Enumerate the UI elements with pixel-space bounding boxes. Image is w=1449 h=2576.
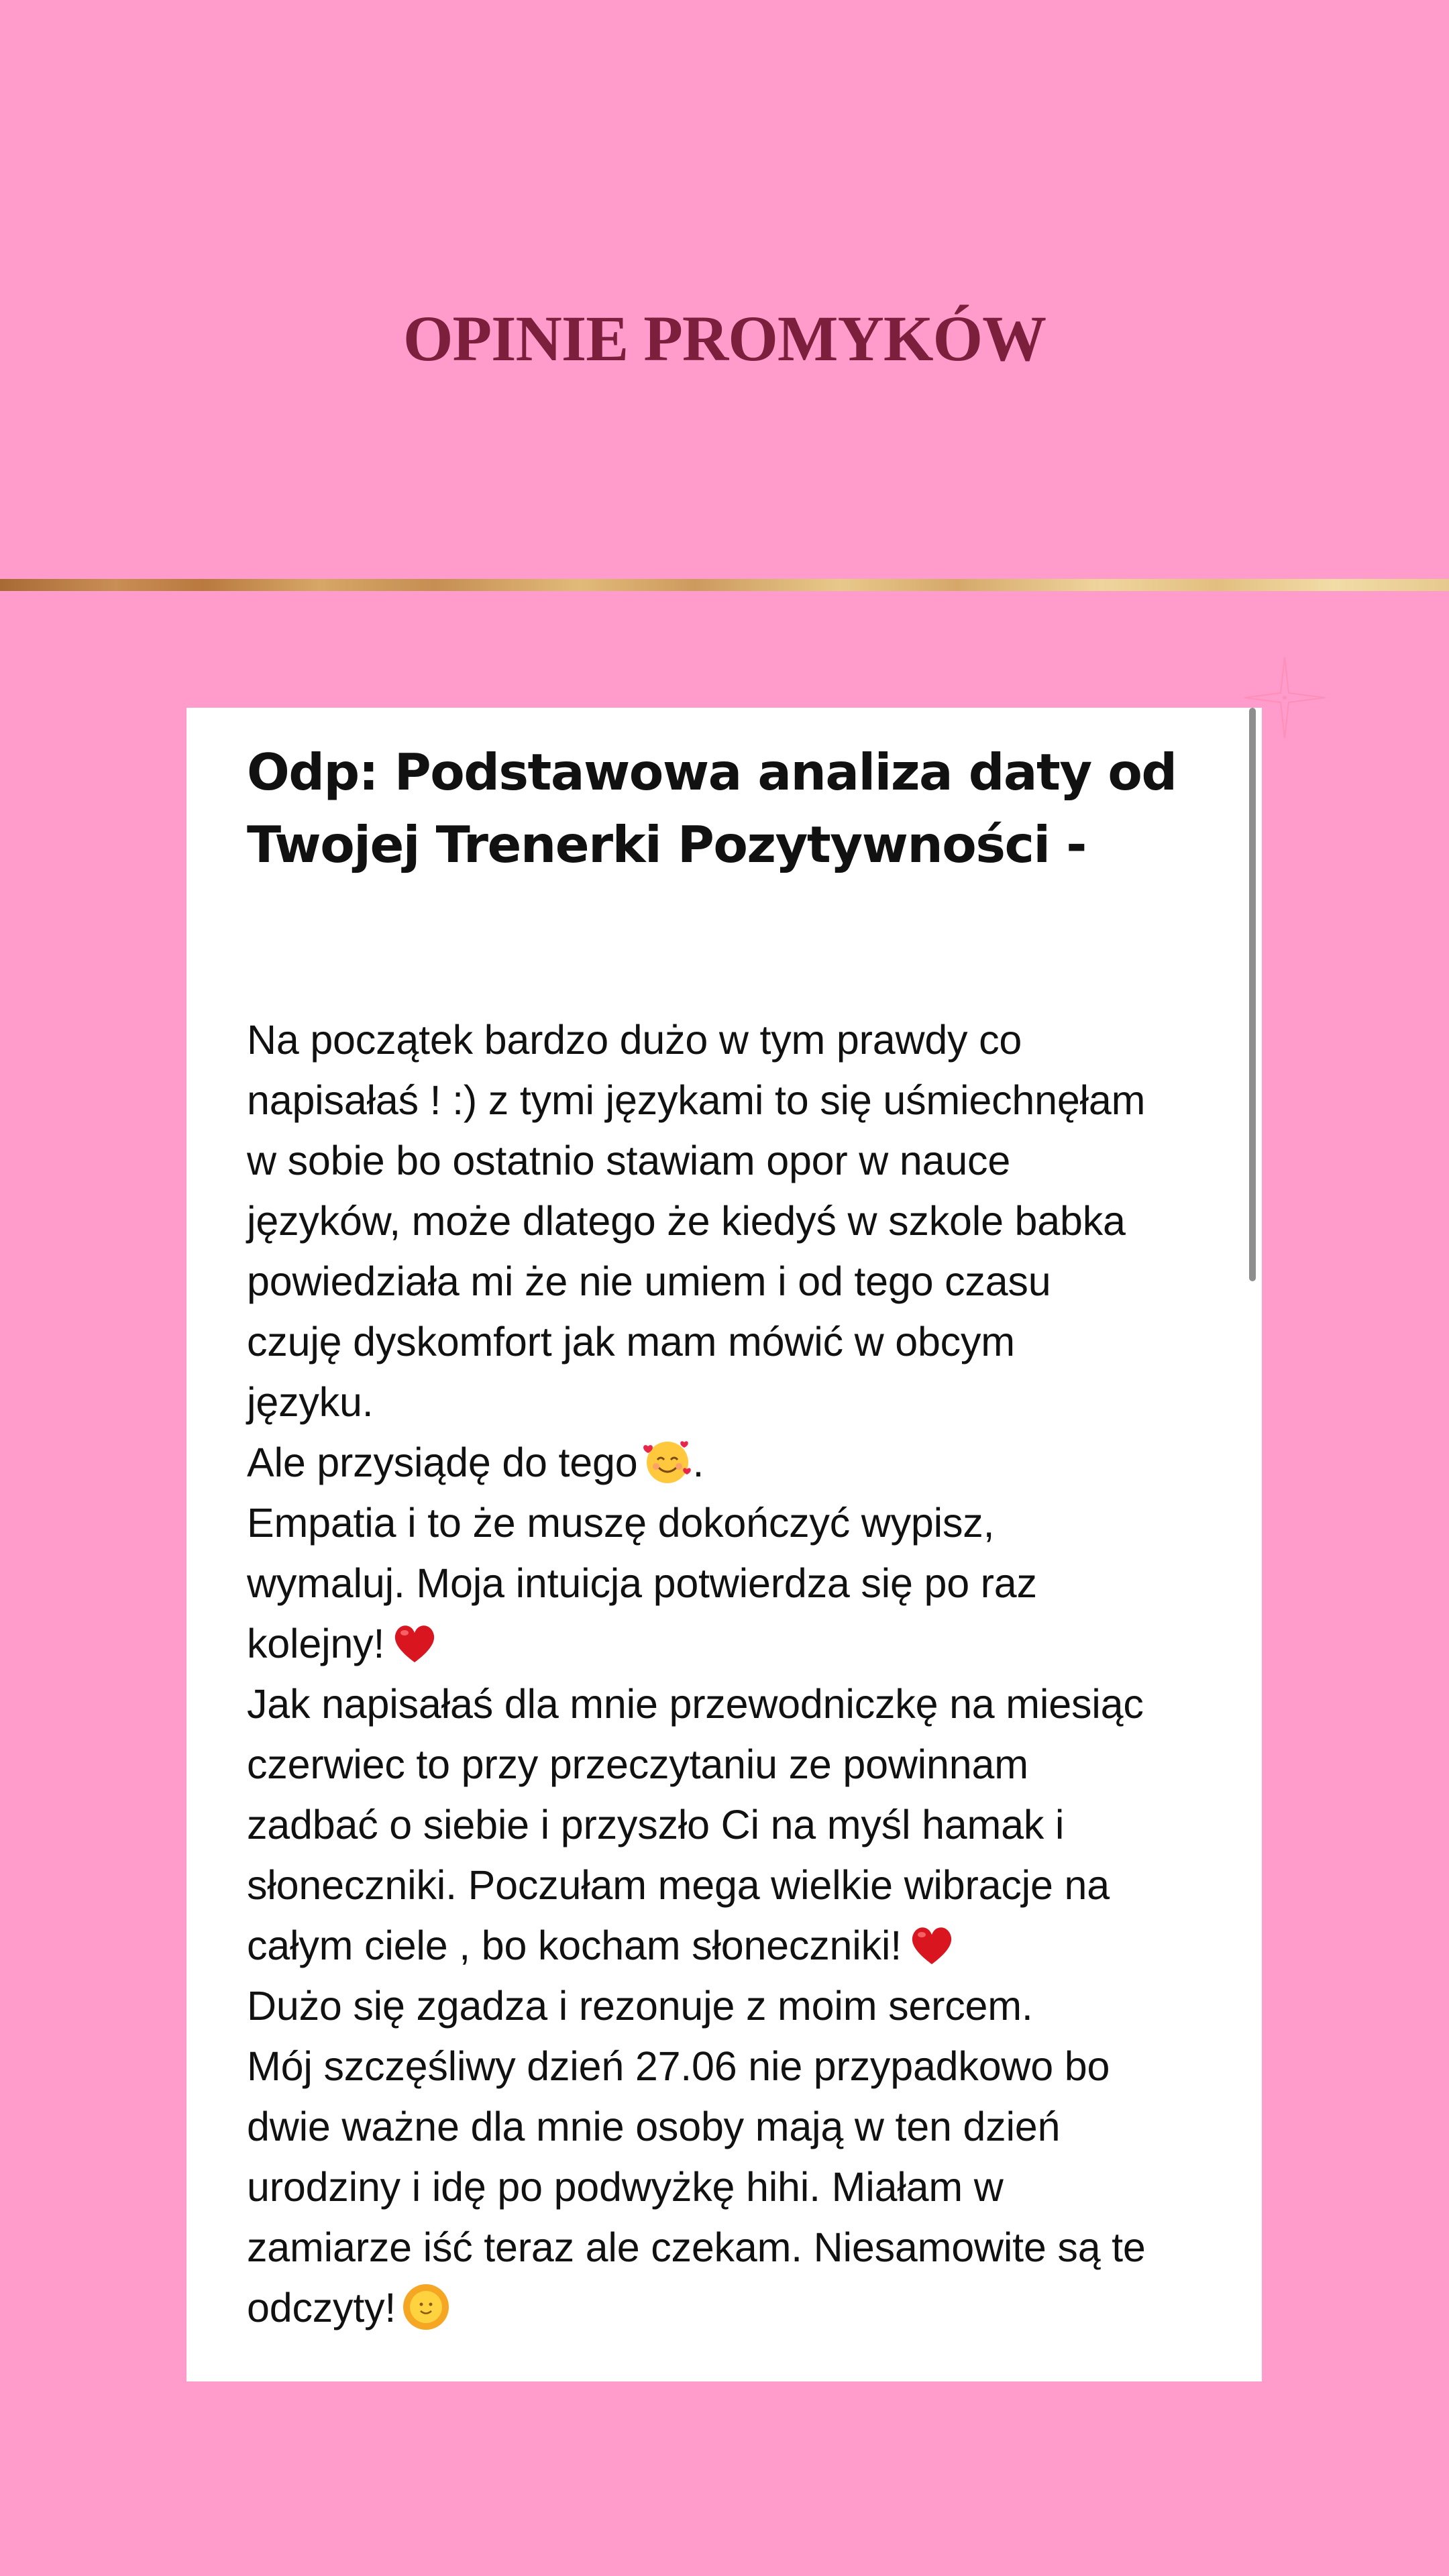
scrollbar-thumb[interactable]	[1249, 708, 1256, 1281]
body-text: Ale przysiądę do tego	[247, 1440, 638, 1485]
page-title: OPINIE PROMYKÓW	[402, 303, 1046, 374]
body-line-with-emoji	[247, 1915, 1233, 1976]
body-text: .	[692, 1440, 704, 1485]
body-line: w sobie bo ostatnio stawiam opor w nauce	[247, 1138, 1011, 1183]
subject-line: Twojej Trenerki Pozytywności -	[247, 815, 1086, 874]
message-subject	[247, 736, 1213, 881]
body-line: języku.	[247, 1379, 374, 1425]
body-line: zadbać o siebie i przyszło Ci na myśl hamak i	[247, 1802, 1065, 1847]
body-line: czerwiec to przy przeczytaniu ze powinnam	[247, 1741, 1028, 1787]
body-line: Mój szczęśliwy dzień 27.06 nie przypadkowo bo	[247, 2043, 1110, 2089]
red-heart-icon	[907, 1920, 957, 1970]
body-line: Jak napisałaś dla mnie przewodniczkę na miesiąc	[247, 1681, 1144, 1727]
body-line: powiedziała mi że nie umiem i od tego czasu	[247, 1258, 1051, 1304]
body-text: kolejny!	[247, 1621, 385, 1666]
smiling-face-with-hearts-icon	[643, 1437, 692, 1487]
message-body	[247, 1010, 1233, 2338]
body-line: języków, może dlatego że kiedyś w szkole babka	[247, 1198, 1126, 1244]
body-line: zamiarze iść teraz ale czekam. Niesamowite są te	[247, 2224, 1146, 2270]
sun-with-face-icon	[401, 2282, 451, 2332]
body-line: czuję dyskomfort jak mam mówić w obcym	[247, 1319, 1015, 1364]
body-line-with-emoji	[247, 2277, 1233, 2338]
red-heart-icon	[390, 1618, 439, 1668]
body-line: słoneczniki. Poczułam mega wielkie wibracje na	[247, 1862, 1110, 1908]
message-card[interactable]	[186, 708, 1262, 2381]
body-line: Na początek bardzo dużo w tym prawdy co	[247, 1017, 1022, 1063]
gold-divider	[0, 579, 1449, 591]
body-line-with-emoji	[247, 1613, 1233, 1674]
body-text: odczyty!	[247, 2285, 396, 2330]
body-line: napisałaś ! :) z tymi językami to się uśmiechnęłam	[247, 1077, 1146, 1123]
body-line: Dużo się zgadza i rezonuje z moim sercem.	[247, 1983, 1033, 2029]
message-date-hidden	[247, 879, 649, 939]
body-text: całym ciele , bo kocham słoneczniki!	[247, 1923, 902, 1968]
body-line: wymaluj. Moja intuicja potwierdza się po raz	[247, 1560, 1037, 1606]
body-line: dwie ważne dla mnie osoby mają w ten dzień	[247, 2104, 1061, 2149]
body-line: Empatia i to że muszę dokończyć wypisz,	[247, 1500, 995, 1546]
body-line: urodziny i idę po podwyżkę hihi. Miałam w	[247, 2164, 1004, 2210]
body-line-with-emoji	[247, 1432, 1233, 1493]
subject-line: Odp: Podstawowa analiza daty od	[247, 743, 1177, 802]
